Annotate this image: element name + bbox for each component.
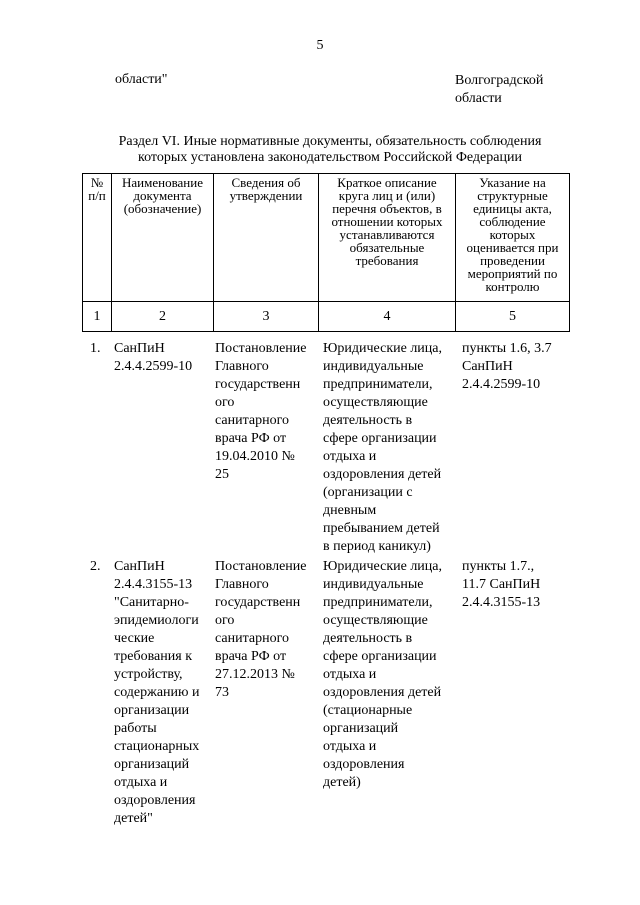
column-header xyxy=(214,174,319,302)
text-line: СанПиН xyxy=(114,559,165,574)
text-line: отношении которых xyxy=(331,214,443,229)
text-line: пункты 1.7., xyxy=(462,559,535,574)
column-number: 3 xyxy=(214,302,319,332)
header-right-text xyxy=(455,72,605,108)
text-line: устанавливаются xyxy=(339,227,435,242)
text-line: 2.4.4.2599-10 xyxy=(462,377,541,392)
text-line: (стационарные xyxy=(323,703,413,718)
approval-info xyxy=(215,340,319,484)
document-name xyxy=(114,558,214,828)
structural-units xyxy=(462,558,582,612)
text-line: 2.4.4.3155-13 xyxy=(114,577,193,592)
text-line: Постановление xyxy=(215,341,307,356)
header-right-line: области xyxy=(455,91,502,106)
text-line: Наименование xyxy=(122,175,203,190)
text-line: единицы акта, xyxy=(473,201,552,216)
text-line: Юридические лица, xyxy=(323,559,443,574)
header-left-text: области" xyxy=(115,72,168,87)
table-column-numbers-row xyxy=(83,302,570,332)
text-line: государственн xyxy=(215,595,301,610)
text-line: осуществляющие xyxy=(323,613,428,628)
text-line: в период каникул) xyxy=(323,539,431,554)
text-line: Постановление xyxy=(215,559,307,574)
text-line: стационарных xyxy=(114,739,200,754)
header-right-line: Волгоградской xyxy=(455,73,544,88)
text-line: врача РФ от xyxy=(215,431,287,446)
text-line: деятельность в xyxy=(323,631,413,646)
structural-units xyxy=(462,340,582,394)
text-line: оздоровления xyxy=(323,757,405,772)
row-number: 2. xyxy=(90,559,101,574)
text-line: ого xyxy=(215,395,235,410)
text-line: контролю xyxy=(485,279,540,294)
text-line: пункты 1.6, 3.7 xyxy=(462,341,552,356)
text-line: сфере организации xyxy=(323,431,437,446)
text-line: требования xyxy=(355,253,419,268)
text-line: устройству, xyxy=(114,667,183,682)
text-line: Краткое описание xyxy=(337,175,437,190)
text-line: санитарного xyxy=(215,413,289,428)
column-number: 2 xyxy=(112,302,214,332)
text-line: 19.04.2010 № xyxy=(215,449,295,464)
text-line: предприниматели, xyxy=(323,595,433,610)
text-line: № xyxy=(90,175,104,190)
text-line: отдыха и xyxy=(114,775,168,790)
scope-description xyxy=(323,558,461,792)
text-line: 25 xyxy=(215,467,229,482)
text-line: оценивается при xyxy=(466,240,559,255)
column-header xyxy=(456,174,570,302)
column-number: 5 xyxy=(456,302,570,332)
column-number: 1 xyxy=(83,302,112,332)
text-line: ого xyxy=(215,613,235,628)
text-line: Указание на xyxy=(479,175,546,190)
text-line: Главного xyxy=(215,577,269,592)
text-line: осуществляющие xyxy=(323,395,428,410)
text-line: оздоровления детей xyxy=(323,467,442,482)
column-header xyxy=(112,174,214,302)
text-line: отдыха и xyxy=(323,667,377,682)
text-line: индивидуальные xyxy=(323,359,424,374)
text-line: (организации с xyxy=(323,485,413,500)
text-line: детей) xyxy=(323,775,361,790)
text-line: документа xyxy=(133,188,192,203)
text-line: Сведения об xyxy=(231,175,301,190)
page-number: 5 xyxy=(316,38,324,53)
text-line: структурные xyxy=(477,188,548,203)
text-line: п/п xyxy=(88,188,106,203)
table-header-row xyxy=(83,174,570,302)
text-line: отдыха и xyxy=(323,739,377,754)
column-header xyxy=(83,174,112,302)
text-line: обязательные xyxy=(349,240,425,255)
column-number: 4 xyxy=(319,302,456,332)
text-line: мероприятий по xyxy=(467,266,558,281)
text-line: 11.7 СанПиН xyxy=(462,577,541,592)
text-line: оздоровления детей xyxy=(323,685,442,700)
text-line: сфере организации xyxy=(323,649,437,664)
text-line: 2.4.4.3155-13 xyxy=(462,595,541,610)
section-title-line: которых установлена законодательством Российской Федерации xyxy=(138,150,522,165)
text-line: СанПиН xyxy=(114,341,165,356)
text-line: государственн xyxy=(215,377,301,392)
text-line: предприниматели, xyxy=(323,377,433,392)
text-line: санитарного xyxy=(215,631,289,646)
text-line: детей" xyxy=(114,811,153,826)
text-line: организаций xyxy=(114,757,190,772)
table-header xyxy=(82,173,570,332)
text-line: "Санитарно- xyxy=(114,595,189,610)
approval-info xyxy=(215,558,319,702)
text-line: 27.12.2013 № xyxy=(215,667,295,682)
text-line: 73 xyxy=(215,685,229,700)
text-line: организации xyxy=(114,703,190,718)
text-line: соблюдение xyxy=(479,214,546,229)
section-title-line: Раздел VI. Иные нормативные документы, обязательность соблюдения xyxy=(118,134,542,149)
text-line: работы xyxy=(114,721,157,736)
text-line: пребыванием детей xyxy=(323,521,440,536)
text-line: ческие xyxy=(114,631,155,646)
section-title xyxy=(80,134,580,166)
text-line: индивидуальные xyxy=(323,577,424,592)
document-name xyxy=(114,340,214,376)
text-line: проведении xyxy=(480,253,545,268)
row-number: 1. xyxy=(90,341,101,356)
text-line: содержанию и xyxy=(114,685,200,700)
text-line: круга лиц и (или) xyxy=(338,188,436,203)
text-line: (обозначение) xyxy=(123,201,202,216)
column-header xyxy=(319,174,456,302)
text-line: эпидемиологи xyxy=(114,613,199,628)
text-line: оздоровления xyxy=(114,793,196,808)
text-line: деятельность в xyxy=(323,413,413,428)
text-line: дневным xyxy=(323,503,377,518)
text-line: СанПиН xyxy=(462,359,513,374)
text-line: Юридические лица, xyxy=(323,341,443,356)
text-line: отдыха и xyxy=(323,449,377,464)
text-line: требования к xyxy=(114,649,192,664)
text-line: утверждении xyxy=(229,188,303,203)
text-line: врача РФ от xyxy=(215,649,287,664)
text-line: перечня объектов, в xyxy=(332,201,442,216)
text-line: организаций xyxy=(323,721,399,736)
text-line: Главного xyxy=(215,359,269,374)
text-line: 2.4.4.2599-10 xyxy=(114,359,193,374)
text-line: которых xyxy=(489,227,536,242)
scope-description xyxy=(323,340,461,556)
